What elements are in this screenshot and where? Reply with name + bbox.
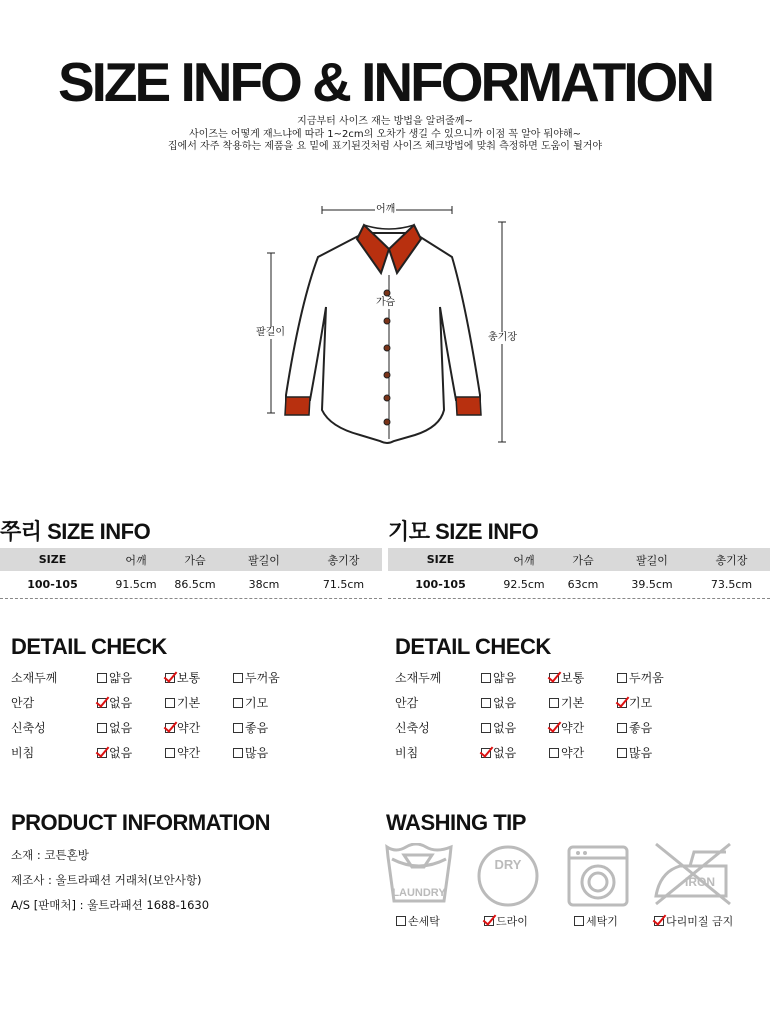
divider	[388, 598, 770, 599]
column-header: 총기장	[693, 548, 770, 571]
detail-check-option	[617, 719, 685, 736]
checkbox	[165, 698, 175, 708]
washing-option-label: 세탁기	[586, 915, 618, 928]
checkbox	[233, 723, 243, 733]
table-cell: 63cm	[567, 577, 599, 591]
detail-check-option	[165, 744, 233, 761]
page-title: SIZE INFO & INFORMATION	[57, 51, 713, 113]
detail-check-option	[617, 694, 685, 711]
table-cell: 100-105	[27, 577, 78, 591]
detail-check-label: 신축성	[11, 721, 46, 735]
checkbox-checked	[165, 723, 175, 733]
product-info-line: 소재 : 코튼혼방	[11, 848, 89, 862]
checkbox	[233, 698, 243, 708]
washing-machine-icon	[566, 844, 630, 908]
detail-check-option-label: 기모	[245, 696, 269, 710]
column-header: 총기장	[305, 548, 382, 571]
detail-check-option	[165, 719, 233, 736]
detail-check-option-label: 두꺼움	[245, 671, 280, 685]
checkbox	[481, 673, 491, 683]
detail-check-option-label: 좋음	[245, 721, 269, 735]
detail-check-option-label: 많음	[629, 746, 653, 760]
product-info-title: PRODUCT INFORMATION	[11, 810, 270, 835]
detail-check-panel	[395, 635, 765, 765]
detail-check-option-label: 약간	[561, 721, 585, 735]
shoulder-label: 어깨	[376, 204, 396, 215]
washing-option	[484, 913, 528, 929]
detail-check-option-label: 많음	[245, 746, 269, 760]
detail-check-option	[549, 719, 617, 736]
checkbox	[233, 673, 243, 683]
detail-check-option-label: 기모	[629, 696, 653, 710]
table-cell: 71.5cm	[322, 577, 365, 591]
table-cell: 86.5cm	[174, 577, 216, 591]
detail-check-panel	[11, 635, 381, 765]
detail-check-option	[481, 744, 549, 761]
product-info-line: 제조사 : 울트라패션 거래처(보안사항)	[11, 873, 202, 887]
detail-check-option	[233, 669, 301, 686]
column-header: SIZE	[388, 548, 493, 571]
detail-check-option	[481, 719, 549, 736]
detail-check-option	[165, 669, 233, 686]
detail-check-option-label: 없음	[109, 721, 133, 735]
checkbox-checked	[484, 916, 494, 926]
detail-check-row	[395, 665, 765, 690]
detail-check-option	[97, 744, 165, 761]
checkbox	[574, 916, 584, 926]
checkbox-checked	[549, 673, 559, 683]
washing-option-label: 다리미질 금지	[666, 915, 734, 928]
checkbox	[549, 698, 559, 708]
detail-check-option-label: 없음	[493, 696, 517, 710]
intro-line: 지금부터 사이즈 재는 방법을 알려줄께~	[297, 116, 473, 127]
checkbox	[617, 723, 627, 733]
laundry-icon-text: LAUNDRY	[392, 887, 446, 899]
table-row	[388, 571, 770, 597]
detail-check-label: 신축성	[395, 721, 430, 735]
dry-icon	[476, 844, 540, 908]
checkbox	[396, 916, 406, 926]
size-table-title: 기모 SIZE INFO	[388, 519, 539, 544]
checkbox	[481, 698, 491, 708]
checkbox	[617, 673, 627, 683]
detail-check-option	[549, 669, 617, 686]
detail-check-label: 소재두께	[11, 671, 58, 685]
detail-check-option	[165, 694, 233, 711]
checkbox	[233, 748, 243, 758]
washing-option	[396, 913, 440, 929]
size-table	[388, 548, 770, 597]
checkbox-checked	[97, 748, 107, 758]
detail-check-option	[481, 694, 549, 711]
checkbox	[97, 673, 107, 683]
detail-check-option	[233, 719, 301, 736]
divider	[0, 598, 382, 599]
table-cell: 38cm	[248, 577, 280, 591]
product-info-line: A/S [판매처] : 울트라패션 1688-1630	[11, 898, 210, 912]
column-header: 어깨	[105, 548, 167, 571]
length-label: 총기장	[488, 332, 517, 343]
table-cell: 91.5cm	[115, 577, 157, 591]
detail-check-option-label: 보통	[561, 671, 585, 685]
detail-check-option-label: 좋음	[629, 721, 653, 735]
detail-check-option-label: 얇음	[109, 671, 133, 685]
detail-check-option	[549, 694, 617, 711]
detail-check-option-label: 없음	[493, 746, 517, 760]
checkbox-checked	[165, 673, 175, 683]
detail-check-option-label: 두꺼움	[629, 671, 664, 685]
column-header: SIZE	[0, 548, 105, 571]
checkbox-checked	[481, 748, 491, 758]
detail-check-row	[395, 740, 765, 765]
detail-check-option-label: 없음	[109, 696, 133, 710]
detail-check-option	[233, 694, 301, 711]
detail-check-row	[11, 740, 381, 765]
column-header: 팔길이	[611, 548, 693, 571]
checkbox	[165, 748, 175, 758]
intro-line: 집에서 자주 착용하는 제품을 요 밑에 표기된것처럼 사이즈 체크방법에 맞춰 측정하면 도움이 될거야	[167, 141, 603, 152]
intro-line: 사이즈는 어떻게 재느냐에 따라 1~2cm의 오차가 생길 수 있으니까 이점 꼭 알아 둬야해~	[189, 128, 581, 140]
detail-check-row	[11, 690, 381, 715]
dry-icon-text: DRY	[494, 857, 522, 872]
detail-check-option	[481, 669, 549, 686]
washing-option-label: 손세탁	[408, 915, 440, 928]
detail-check-option-label: 기본	[561, 696, 585, 710]
detail-check-option	[97, 694, 165, 711]
laundry-icon	[384, 843, 454, 907]
detail-check-option-label: 보통	[177, 671, 201, 685]
detail-check-row	[11, 665, 381, 690]
checkbox	[549, 748, 559, 758]
washing-option	[654, 913, 733, 929]
washing-labels	[0, 913, 770, 933]
detail-check-option-label: 약간	[177, 746, 201, 760]
detail-check-title: DETAIL CHECK	[395, 634, 551, 659]
detail-check-label: 안감	[11, 696, 35, 710]
table-cell: 73.5cm	[710, 577, 753, 591]
detail-check-option-label: 없음	[109, 746, 133, 760]
washing-tip-title: WASHING TIP	[386, 810, 526, 835]
washing-option	[574, 913, 618, 929]
table-cell: 92.5cm	[503, 577, 545, 591]
detail-check-option-label: 얇음	[493, 671, 517, 685]
column-header: 가슴	[167, 548, 223, 571]
sleeve-label: 팔길이	[256, 327, 285, 338]
table-cell: 100-105	[415, 577, 466, 591]
size-table	[0, 548, 382, 597]
checkbox	[481, 723, 491, 733]
column-header: 팔길이	[223, 548, 305, 571]
detail-check-row	[395, 715, 765, 740]
table-header-row	[0, 548, 382, 571]
checkbox	[97, 723, 107, 733]
detail-check-option-label: 약간	[561, 746, 585, 760]
detail-check-row	[11, 715, 381, 740]
washing-option-label: 드라이	[496, 915, 528, 928]
detail-check-option	[97, 719, 165, 736]
checkbox-checked	[97, 698, 107, 708]
detail-check-option	[233, 744, 301, 761]
no-iron-icon-text: IRON	[685, 875, 715, 889]
chest-label: 가슴	[376, 297, 396, 308]
detail-check-option	[549, 744, 617, 761]
detail-check-label: 소재두께	[395, 671, 442, 685]
detail-check-option-label: 약간	[177, 721, 201, 735]
column-header: 가슴	[555, 548, 611, 571]
detail-check-label: 비침	[395, 746, 419, 760]
checkbox-checked	[549, 723, 559, 733]
checkbox	[617, 748, 627, 758]
size-table-title: 쭈리 SIZE INFO	[0, 519, 151, 544]
detail-check-label: 안감	[395, 696, 419, 710]
table-cell: 39.5cm	[631, 577, 673, 591]
checkbox-checked	[654, 916, 664, 926]
table-header-row	[388, 548, 770, 571]
intro-text	[0, 116, 770, 154]
table-row	[0, 571, 382, 597]
detail-check-option	[617, 744, 685, 761]
column-header: 어깨	[493, 548, 555, 571]
shirt-diagram	[240, 195, 530, 455]
detail-check-title: DETAIL CHECK	[11, 634, 167, 659]
detail-check-label: 비침	[11, 746, 35, 760]
detail-check-option	[617, 669, 685, 686]
checkbox-checked	[617, 698, 627, 708]
detail-check-option	[97, 669, 165, 686]
detail-check-option-label: 없음	[493, 721, 517, 735]
product-info-list	[11, 843, 209, 918]
no-iron-icon	[650, 840, 734, 908]
detail-check-row	[395, 690, 765, 715]
detail-check-option-label: 기본	[177, 696, 201, 710]
